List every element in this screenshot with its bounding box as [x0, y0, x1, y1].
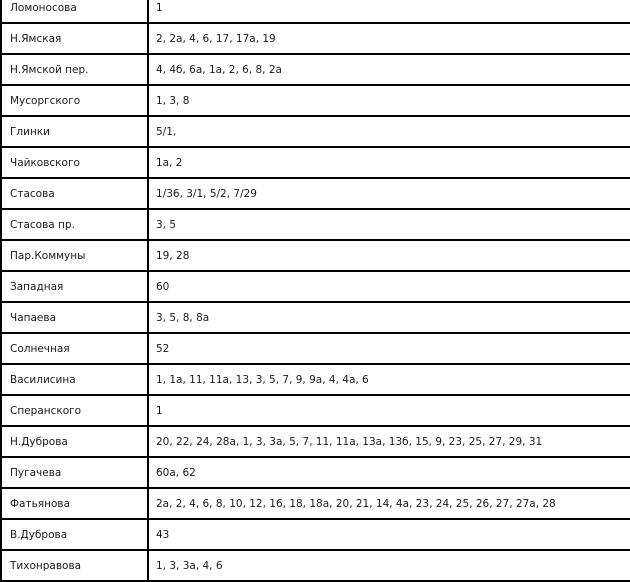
street-cell: Тихонравова: [1, 550, 148, 581]
table-row: [1, 0, 630, 23]
houses-cell: 20, 22, 24, 28а, 1, 3, 3а, 5, 7, 11, 11а, 13а, 13б, 15, 9, 23, 25, 27, 29, 31: [148, 426, 630, 457]
houses-cell: 1: [148, 0, 630, 23]
table-row: [1, 457, 630, 488]
houses-cell: 1, 1а, 11, 11а, 13, 3, 5, 7, 9, 9а, 4, 4а, 6: [148, 364, 630, 395]
houses-cell: 60: [148, 271, 630, 302]
houses-cell: 2, 2а, 4, 6, 17, 17а, 19: [148, 23, 630, 54]
street-cell: Н.Ямская: [1, 23, 148, 54]
table-row: [1, 364, 630, 395]
table-row: [1, 426, 630, 457]
street-cell: Чапаева: [1, 302, 148, 333]
houses-cell: 5/1,: [148, 116, 630, 147]
table-row: [1, 550, 630, 581]
street-cell: Мусоргского: [1, 85, 148, 116]
table-row: [1, 209, 630, 240]
table-row: [1, 333, 630, 364]
street-cell: Ломоносова: [1, 0, 148, 23]
street-cell: Чайковского: [1, 147, 148, 178]
houses-cell: 52: [148, 333, 630, 364]
street-cell: Стасова пр.: [1, 209, 148, 240]
houses-cell: 3, 5: [148, 209, 630, 240]
houses-cell: 1а, 2: [148, 147, 630, 178]
street-cell: Н.Дуброва: [1, 426, 148, 457]
houses-cell: 2а, 2, 4, 6, 8, 10, 12, 16, 18, 18а, 20, 21, 14, 4а, 23, 24, 25, 26, 27, 27а, 28: [148, 488, 630, 519]
table-row: [1, 116, 630, 147]
table-row: [1, 519, 630, 550]
table-row: [1, 178, 630, 209]
street-cell: Пар.Коммуны: [1, 240, 148, 271]
table-row: [1, 147, 630, 178]
street-cell: Пугачева: [1, 457, 148, 488]
houses-cell: 19, 28: [148, 240, 630, 271]
houses-cell: 60а, 62: [148, 457, 630, 488]
table-row: [1, 23, 630, 54]
table-row: [1, 488, 630, 519]
street-cell: Н.Ямской пер.: [1, 54, 148, 85]
houses-cell: 1, 3, 8: [148, 85, 630, 116]
houses-cell: 4, 4б, 6а, 1а, 2, 6, 8, 2а: [148, 54, 630, 85]
houses-cell: 1, 3, 3а, 4, 6: [148, 550, 630, 581]
table-row: [1, 85, 630, 116]
street-cell: В.Дуброва: [1, 519, 148, 550]
street-cell: Западная: [1, 271, 148, 302]
table-row: [1, 395, 630, 426]
table-row: [1, 240, 630, 271]
table-row: [1, 54, 630, 85]
houses-cell: 1: [148, 395, 630, 426]
street-cell: Глинки: [1, 116, 148, 147]
table-row: [1, 302, 630, 333]
street-cell: Фатьянова: [1, 488, 148, 519]
table-row: [1, 271, 630, 302]
table-body: [1, 0, 630, 581]
street-cell: Солнечная: [1, 333, 148, 364]
houses-cell: 1/36, 3/1, 5/2, 7/29: [148, 178, 630, 209]
street-cell: Сперанского: [1, 395, 148, 426]
houses-cell: 43: [148, 519, 630, 550]
street-cell: Василисина: [1, 364, 148, 395]
houses-cell: 3, 5, 8, 8а: [148, 302, 630, 333]
street-cell: Стасова: [1, 178, 148, 209]
